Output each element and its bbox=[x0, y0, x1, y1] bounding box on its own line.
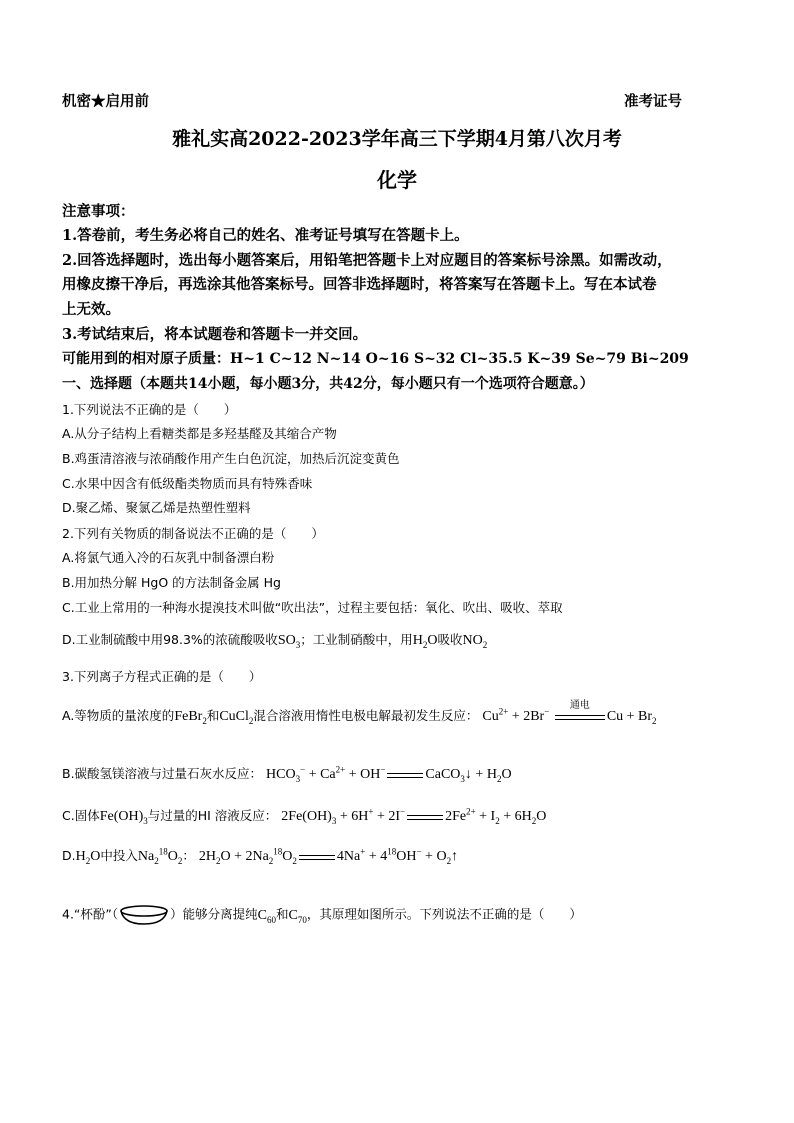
formula-febr2: FeBr$_2$ bbox=[174, 709, 207, 726]
subject-title: 化学 bbox=[377, 168, 417, 192]
q2-option-d-text-2: ；工业制硝酸中，用 bbox=[300, 632, 413, 647]
equals-sign bbox=[405, 811, 445, 823]
formula-no2: $NO_2$ bbox=[462, 633, 488, 650]
exam-number-label: 准考证号 bbox=[624, 93, 682, 110]
q3-option-a-text-1: A.等物质的量浓度的 bbox=[62, 708, 175, 723]
note-2-line-2: 用橡皮擦干净后，再选涂其他答案标号。回答非选择题时，将答案写在答题卡上。写在本试卷 bbox=[62, 276, 657, 293]
q3-option-d-text-3: ： bbox=[182, 848, 195, 863]
q1-option-b: B.鸡蛋清溶液与浓硝酸作用产生白色沉淀，加热后沉淀变黄色 bbox=[62, 451, 400, 466]
q2-option-a: A.将氯气通入冷的石灰乳中制备漂白粉 bbox=[62, 550, 275, 565]
q2-option-c: C.工业上常用的一种海水提溴技术叫做“吹出法”，过程主要包括：氧化、吹出、吸收、萃取 bbox=[62, 600, 563, 615]
q4-stem-text-4: ，其原理如图所示。下列说法不正确的是（ ） bbox=[306, 906, 582, 922]
equation-c: $2Fe(OH)_3 + 6H^+ + 2I^-$ $2Fe^{2+} + I_2 + 6H_2O$ bbox=[281, 806, 547, 826]
q3-option-d-text-2: 中投入 bbox=[100, 848, 138, 863]
formula-na2o2-18: $Na_2^{18}O_2$ bbox=[137, 846, 183, 866]
q3-option-c-text-2: 与过量的HI 溶液反应： bbox=[147, 808, 278, 823]
equation-d: $2H_2O + 2Na_2^{18}O_2$ $4Na^+ + 4^{18}OH^-$ + $O_2↑$ bbox=[198, 846, 459, 866]
q3-option-b bbox=[62, 764, 512, 784]
equals-sign bbox=[385, 769, 425, 781]
equation-b: $HCO_3^- + Ca^{2+} + OH^-$ CaCO$_3$↓ + $H_2O$ bbox=[266, 764, 512, 784]
q3-option-c bbox=[62, 806, 546, 826]
formula-fe-oh-3: $Fe(OH)_3$ bbox=[99, 809, 148, 826]
confidential-label: 机密★启用前 bbox=[62, 93, 149, 110]
q4-stem-text-1: 4.“杯酚”（ bbox=[62, 906, 119, 922]
formula-c60: $C_{60}$ bbox=[257, 907, 276, 925]
q4-stem-text-2: ）能够分离提纯 bbox=[170, 906, 258, 922]
q3-option-d bbox=[62, 846, 458, 866]
q2-option-b: B.用加热分解 HgO 的方法制备金属 Hg bbox=[62, 575, 281, 590]
q1-option-d: D.聚乙烯、聚氯乙烯是热塑性塑料 bbox=[62, 500, 251, 515]
electrolysis-condition: 通电 bbox=[569, 699, 590, 711]
formula-c70: $C_{70}$ bbox=[288, 907, 307, 925]
note-2-line-1: 2.回答选择题时，选出每小题答案后，用铅笔把答题卡上对应题目的答案标号涂黑。如需改动， bbox=[62, 252, 672, 269]
q1-option-c: C.水果中因含有低级酯类物质而具有特殊香味 bbox=[62, 476, 313, 491]
note-2-line-3: 上无效。 bbox=[62, 301, 120, 318]
formula-cucl2: CuCl$_2$ bbox=[219, 709, 254, 726]
q2-option-d-text-1: D.工业制硫酸中用98.3%的浓硫酸吸收 bbox=[62, 632, 278, 647]
q2-stem: 2.下列有关物质的制备说法不正确的是（ ） bbox=[62, 526, 324, 541]
q3-stem: 3.下列离子方程式正确的是（ ） bbox=[62, 669, 262, 684]
q2-option-d-text-3: 吸收 bbox=[437, 632, 463, 647]
q1-option-a: A.从分子结构上看糖类都是多羟基醛及其缩合产物 bbox=[62, 426, 337, 441]
q3-option-b-text: B.碳酸氢镁溶液与过量石灰水反应： bbox=[62, 766, 263, 781]
calixarene-bowl-icon bbox=[118, 904, 170, 926]
electrolysis-arrow bbox=[553, 699, 607, 724]
q3-option-a bbox=[62, 699, 657, 726]
atomic-masses: 可能用到的相对原子质量：H~1 C~12 N~14 O~16 S~32 Cl~35.5 K~39 Se~79 Bi~209 bbox=[62, 351, 689, 367]
q3-option-a-text-2: 和 bbox=[206, 708, 220, 723]
q1-stem: 1.下列说法不正确的是（ ） bbox=[62, 402, 237, 417]
formula-h2o: $H_2O$ bbox=[412, 633, 438, 650]
q3-option-d-text-1: D. bbox=[62, 848, 76, 863]
exam-title: 雅礼实高2022-2023学年高三下学期4月第八次月考 bbox=[172, 128, 622, 150]
note-1: 1.答卷前，考生务必将自己的姓名、准考证号填写在答题卡上。 bbox=[62, 227, 469, 244]
equals-sign bbox=[297, 851, 337, 863]
notes-heading: 注意事项： bbox=[62, 203, 135, 220]
formula-h2o: $H_2O$ bbox=[75, 849, 101, 866]
q2-option-d bbox=[62, 630, 487, 650]
q3-option-c-text-1: C.固体 bbox=[62, 808, 100, 823]
section-1-heading: 一、选择题（本题共14小题，每小题3分，共42分，每小题只有一个选项符合题意。） bbox=[62, 376, 594, 392]
equation-a: $Cu^{2+} + 2Br^-$ 通电 $Cu + Br_2$ bbox=[482, 709, 656, 724]
formula-so3: $SO_3$ bbox=[277, 633, 301, 650]
note-3: 3.考试结束后，将本试题卷和答题卡一并交回。 bbox=[62, 326, 368, 343]
q4-stem bbox=[62, 904, 582, 926]
q3-option-a-text-3: 混合溶液用惰性电极电解最初发生反应： bbox=[253, 708, 479, 723]
q4-stem-text-3: 和 bbox=[276, 906, 289, 922]
